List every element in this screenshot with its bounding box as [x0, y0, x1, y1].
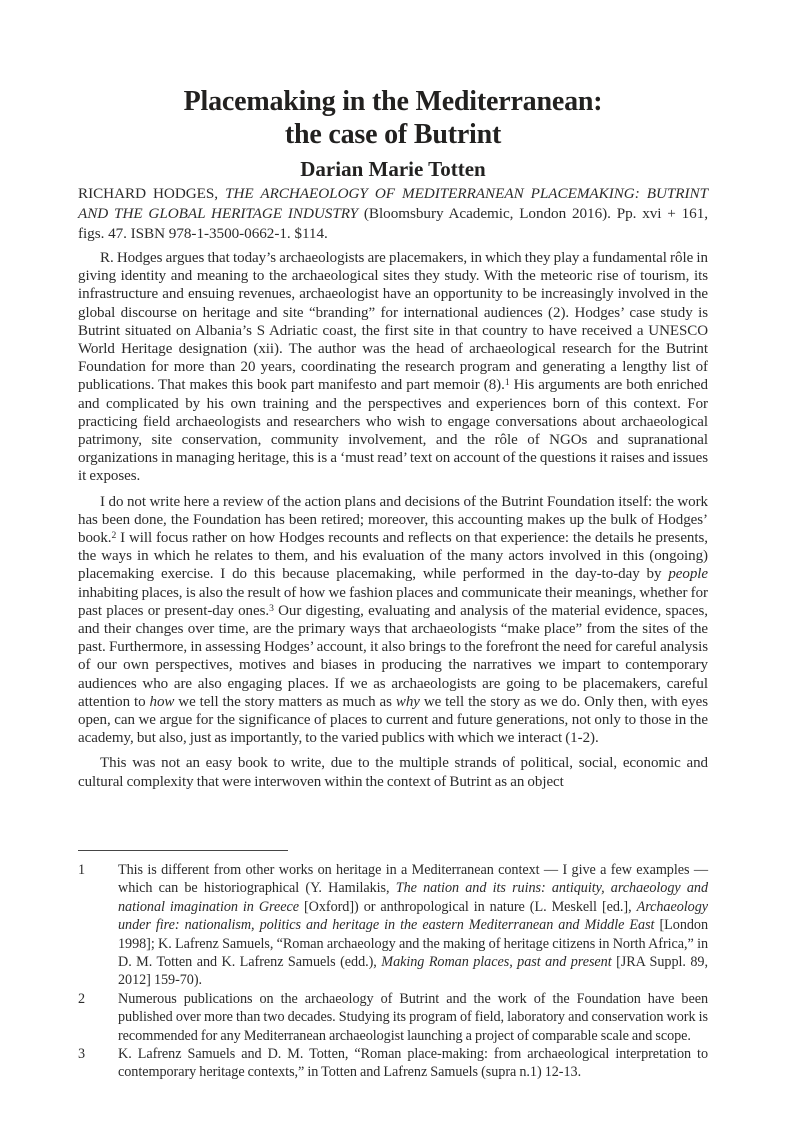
italic-text: The nation and its ruins: antiquity, archaeology and national imagination in Greece	[118, 880, 708, 915]
text-run: inhabiting places, is also the result of how we fashion places and communicate their meanings, whether for past places or present-day ones.	[78, 584, 708, 619]
author-name: Darian Marie Totten	[300, 157, 486, 181]
book-citation	[78, 184, 708, 245]
text-run: I will focus rather on how Hodges recounts and reflects on that experience: the details he presents, the ways in which he relates to them, and his evaluation of the many actors involved in this (ongoing) placemaking exercise. I do this because placemaking, while performed in the day-to-day by	[78, 530, 708, 583]
footnote	[78, 1045, 708, 1082]
footnote-text	[118, 1045, 708, 1082]
text-run: His arguments are both enriched and complicated by his own training and the perspectives and experiences born of this context. For practicing field archaeologists and researchers who wish to engage conversations about archaeological patrimony, site conservation, community involvement, and the rôle of NGOs and supranational organizations in managing heritage, this is a ‘must read’ text on account of the questions it raises and issues it exposes.	[78, 377, 708, 485]
footnote	[78, 861, 708, 990]
article-title	[78, 86, 708, 151]
text-run: [Oxford]) or anthropological in nature (L. Meskell [ed.],	[299, 898, 637, 915]
footnote-number: 1	[78, 862, 86, 878]
footnote-number: 2	[78, 990, 86, 1007]
footnote-rule	[78, 850, 288, 851]
text-column	[78, 0, 708, 1143]
text-run: R. Hodges argues that today’s archaeologists are placemakers, in which they play a fundamental rôle in giving identity and meaning to the archaeological sites they study. With the meteoric rise of tourism, its infrastructure and ensuing revenues, archaeologist have an opportunity to be increasingly involved in the global discourse on heritage and site “branding” for international audiences (2). Hodges’ case study is Butrint situated on Albania’s S Adriatic coast, the first site in that country to have received a UNESCO World Heritage designation (xii). The author was the head of archaeological research for the Butrint Foundation for more than 20 years, coordinating the research program and generating a lengthy list of publications. That makes this book part manifesto and part memoir (8).	[78, 250, 708, 394]
footnote-reference: 3	[269, 602, 274, 614]
text-run: (Bloomsbury Academic, London 2016). Pp. xvi + 161, figs. 47. ISBN 978-1-3500-0662-1. $114.	[78, 205, 708, 243]
text-run: [London 1998]; K. Lafrenz Samuels, “Roman archaeology and the making of heritage citizens in North Africa,” in D. M. Totten and K. Lafrenz Samuels (edd.),	[118, 917, 708, 971]
italic-text: why	[395, 693, 420, 710]
title-line-1: Placemaking in the Mediterranean:	[183, 86, 603, 117]
footnote	[78, 990, 708, 1045]
footnote-reference: 1	[504, 377, 510, 389]
body-paragraph	[78, 249, 708, 486]
text-run: Our digesting, evaluating and analysis of the material evidence, spaces, and their changes over time, are the primary ways that archaeologists “make place” from the sites of the past. Furthermore, in assessing Hodges’ account, it also brings to the forefront the need for careful analysis of our own perspectives, motives and biases in producing the narratives we impart to contemporary audiences who are also engaging places. If we as archaeologists are going to be placemakers, careful attention to	[78, 602, 708, 710]
footnote-number: 3	[78, 1046, 86, 1063]
article-body	[78, 249, 708, 791]
footnotes-section	[78, 861, 708, 1082]
body-paragraph	[78, 754, 708, 790]
text-run: we tell the story matters as much as	[174, 693, 396, 710]
text-run: Numerous publications on the archaeology of Butrint and the work of the Foundation have been published over more than two decades. Studying its program of field, laboratory and conservation work is recommended for any Mediterranean archaeologist launching a project of comparable scale and scope.	[118, 990, 708, 1044]
text-run: This was not an easy book to write, due to the multiple strands of political, social, economic and cultural complexity that were interwoven within the context of Butrint as an object	[78, 755, 708, 790]
text-run: we tell the story as we do. Only then, with eyes open, can we argue for the significance of places to current and future generations, not only to those in the academy, but also, just as importantly, to the varied publics with which we interact (1-2).	[78, 693, 708, 747]
footnote-reference: 2	[111, 529, 117, 541]
text-run: K. Lafrenz Samuels and D. M. Totten, “Roman place-making: from archaeological interpretation to contemporary heritage contexts,” in Totten and Lafrenz Samuels (supra n.1) 12-13.	[118, 1046, 708, 1081]
footnote-text	[118, 861, 708, 990]
text-run: This is different from other works on heritage in a Mediterranean context — I give a few examples — which can be historiographical (Y. Hamilakis,	[118, 862, 708, 897]
italic-text: how	[149, 693, 175, 710]
italic-text: Archaeology under fire: nationalism, politics and heritage in the eastern Mediterranean and Middle East	[118, 898, 708, 934]
footnote-text	[118, 990, 708, 1045]
italic-text: people	[668, 566, 708, 583]
italic-text: Making Roman places, past and present	[381, 954, 612, 971]
text-run: [JRA Suppl. 89, 2012] 159-70).	[118, 954, 708, 989]
italic-text: THE ARCHAEOLOGY OF MEDITERRANEAN PLACEMAKING: BUTRINT AND THE GLOBAL HERITAGE INDUSTRY	[78, 185, 709, 223]
text-run: RICHARD HODGES,	[78, 185, 226, 202]
title-line-2: the case of Butrint	[284, 118, 502, 150]
text-run: I do not write here a review of the action plans and decisions of the Butrint Foundation itself: the work has been done, the Foundation has been retired; moreover, this accounting makes up the bulk of Hodges’ book.	[78, 493, 708, 547]
body-paragraph	[78, 493, 708, 748]
